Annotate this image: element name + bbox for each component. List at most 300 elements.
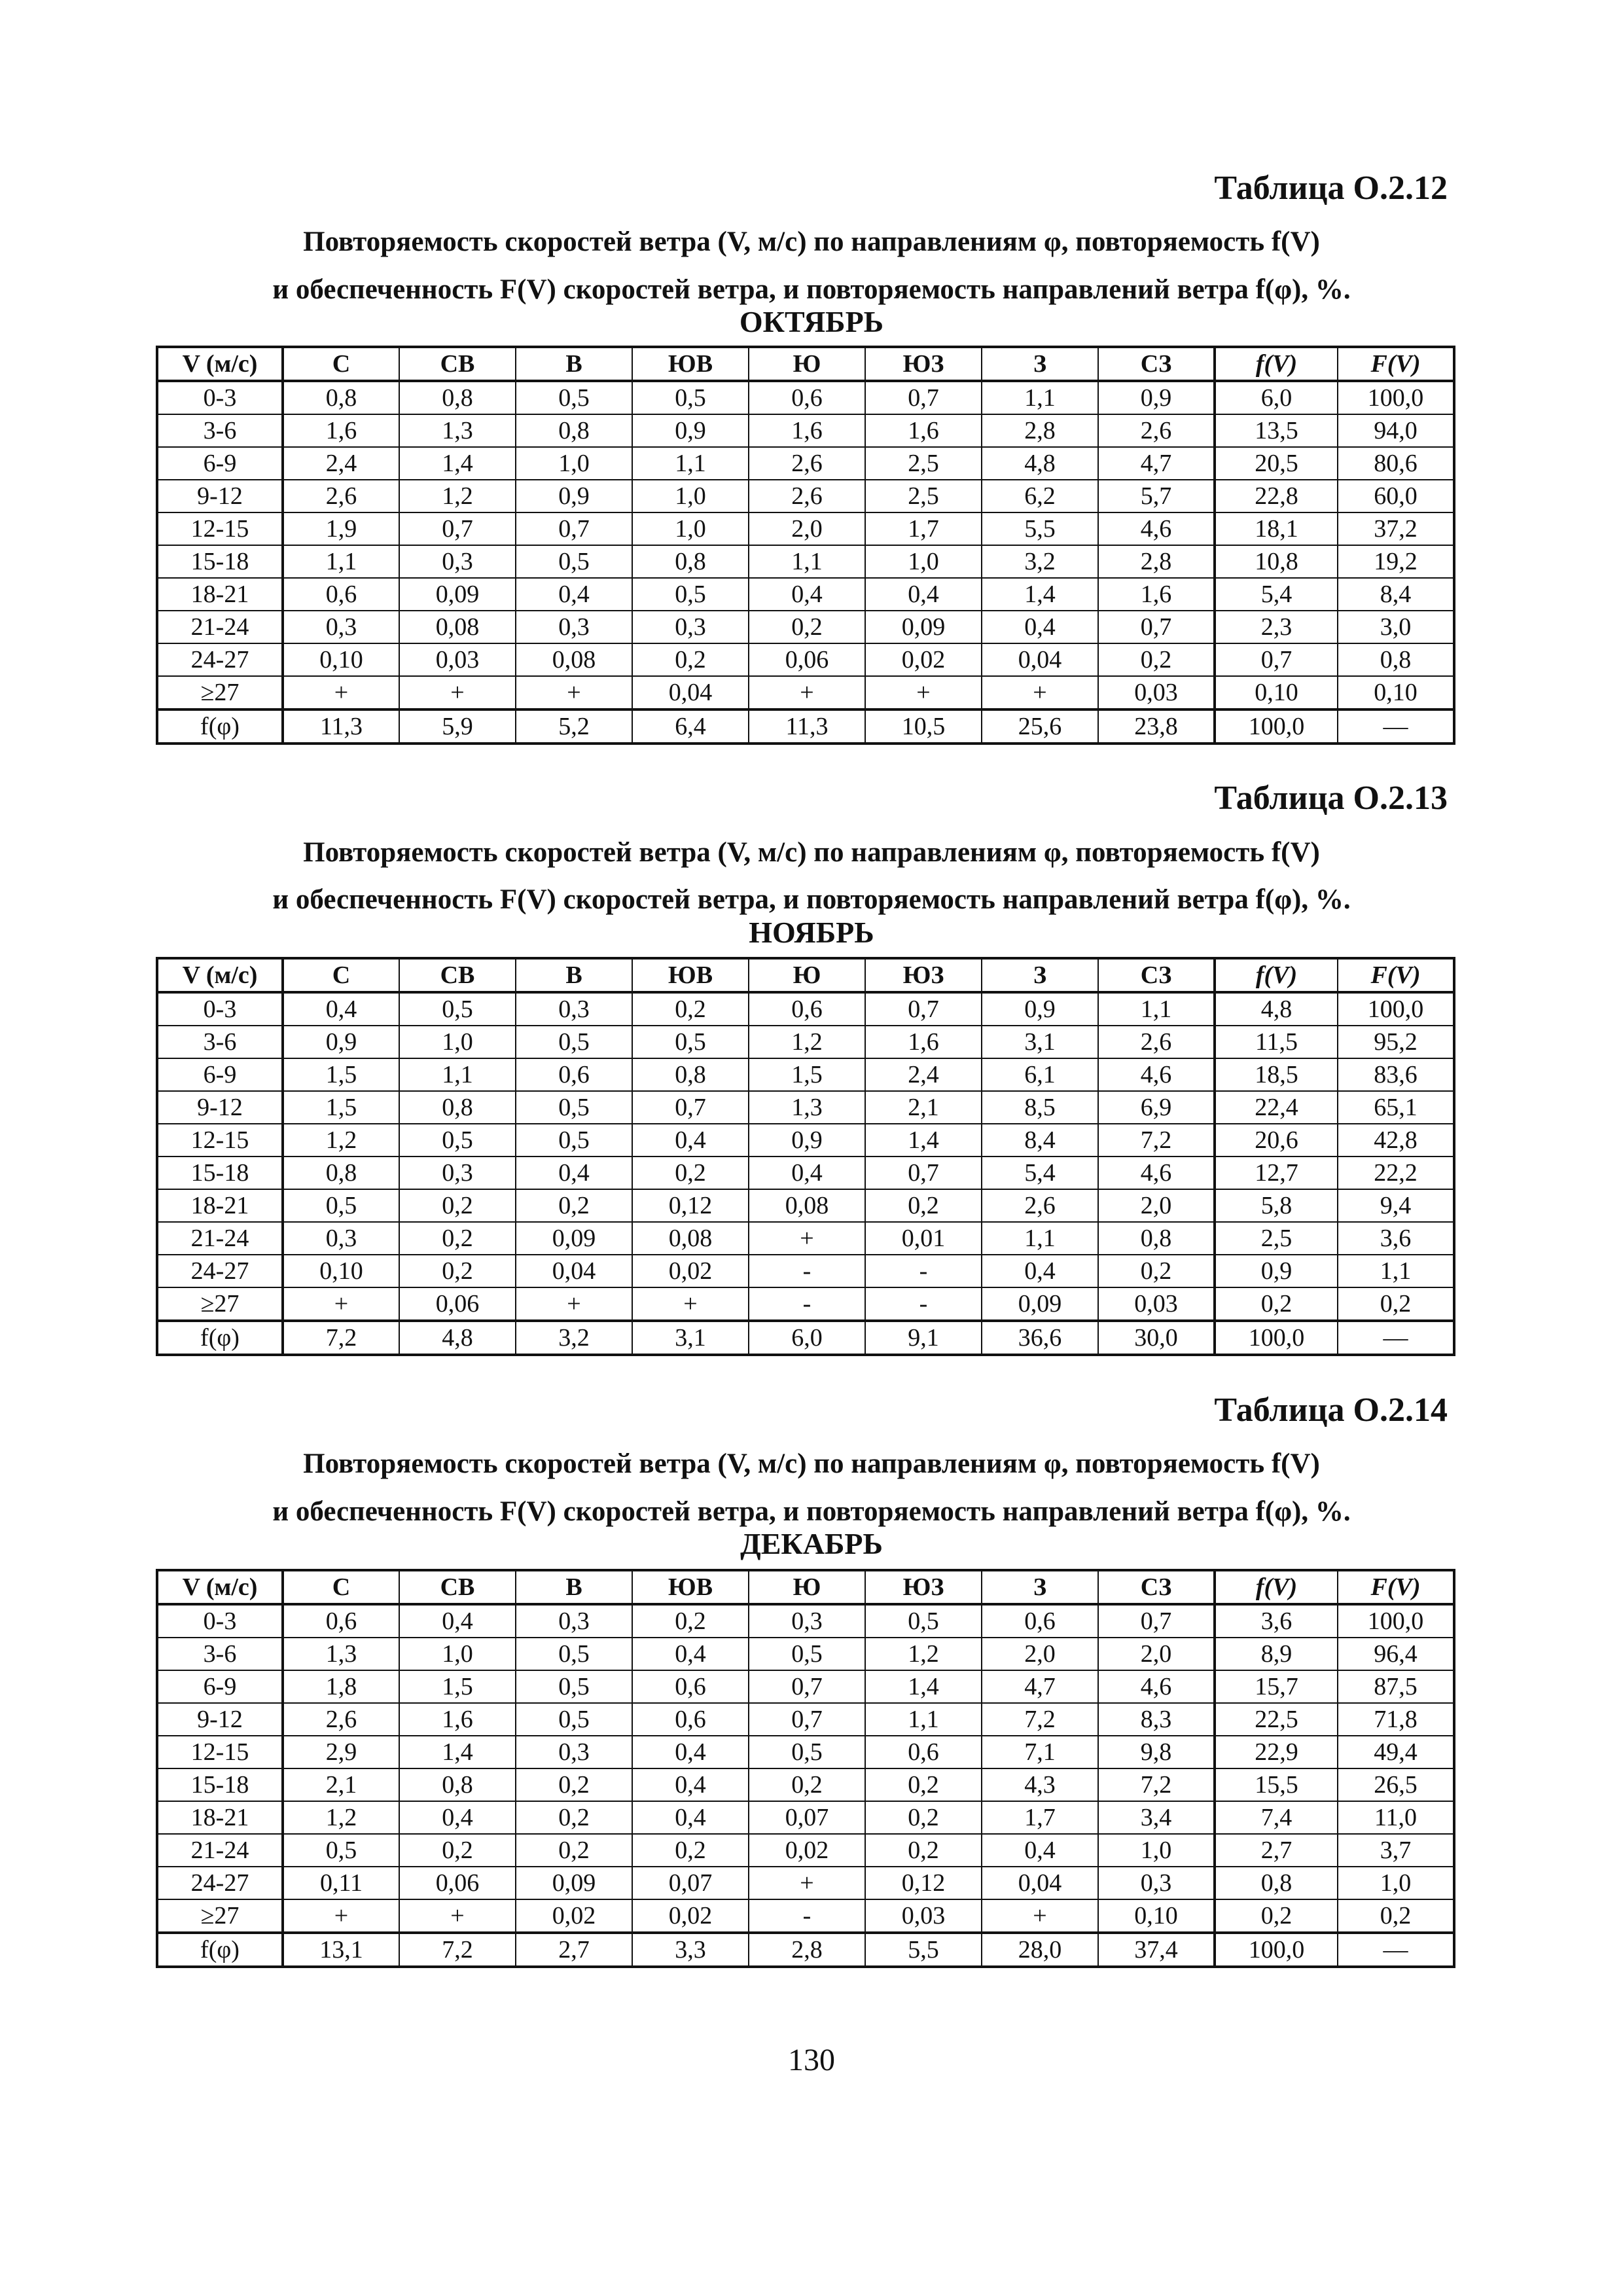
column-header: ЮЗ: [865, 347, 982, 381]
table-cell: +: [399, 1899, 516, 1933]
table-cell: 0,2: [399, 1255, 516, 1287]
column-header: ЮВ: [632, 1570, 749, 1604]
table-row: [157, 381, 1454, 414]
column-header: Ю: [749, 958, 865, 992]
table-title-line-1: Повторяемость скоростей ветра (V, м/с) по направлениям φ, повторяемость f(V): [303, 1448, 1320, 1479]
row-label: f(φ): [157, 1933, 283, 1967]
table-cell: 22,2: [1338, 1157, 1454, 1189]
row-label: 6-9: [157, 1058, 283, 1091]
table-row: [157, 1801, 1454, 1834]
table-cell: 1,2: [283, 1124, 399, 1157]
table-cell: 0,8: [632, 1058, 749, 1091]
table-cell: 5,8: [1215, 1189, 1338, 1222]
table-cell: 3,1: [982, 1026, 1098, 1058]
row-label: f(φ): [157, 709, 283, 744]
table-cell: 18,5: [1215, 1058, 1338, 1091]
table-cell: 49,4: [1338, 1736, 1454, 1768]
table-cell: 15,5: [1215, 1768, 1338, 1801]
table-cell: 0,3: [516, 611, 632, 643]
table-cell: 19,2: [1338, 545, 1454, 578]
wind-table: [156, 957, 1455, 1356]
table-title-line-2: и обеспеченность F(V) скоростей ветра, и повторяемость направлений ветра f(φ), %.: [272, 274, 1351, 305]
table-cell: 0,09: [516, 1867, 632, 1899]
table-cell: 0,10: [283, 643, 399, 676]
table-cell: 2,8: [982, 414, 1098, 447]
table-cell: 1,4: [399, 1736, 516, 1768]
table-cell: 1,1: [982, 1222, 1098, 1255]
row-label: 15-18: [157, 545, 283, 578]
row-label: 3-6: [157, 414, 283, 447]
table-cell: 3,2: [516, 1321, 632, 1355]
column-header: Ю: [749, 1570, 865, 1604]
table-cell: 0,5: [516, 545, 632, 578]
table-cell: 0,4: [982, 1255, 1098, 1287]
table-row: [157, 1604, 1454, 1638]
table-row: [157, 414, 1454, 447]
table-cell: 1,3: [749, 1091, 865, 1124]
row-label: 6-9: [157, 1670, 283, 1703]
table-row: [157, 1736, 1454, 1768]
table-cell: 1,9: [283, 512, 399, 545]
column-header: ЮЗ: [865, 958, 982, 992]
table-cell: 1,1: [749, 545, 865, 578]
table-cell: 2,6: [283, 1703, 399, 1736]
row-label: 12-15: [157, 512, 283, 545]
table-cell: —: [1338, 1933, 1454, 1967]
table-cell: 15,7: [1215, 1670, 1338, 1703]
table-cell: 7,2: [1098, 1124, 1215, 1157]
row-label: 18-21: [157, 1801, 283, 1834]
table-cell: 4,3: [982, 1768, 1098, 1801]
table-cell: 0,2: [632, 1157, 749, 1189]
table-cell: 0,2: [749, 611, 865, 643]
table-cell: 0,2: [1098, 1255, 1215, 1287]
table-cell: 37,4: [1098, 1933, 1215, 1967]
table-cell: 0,7: [865, 1157, 982, 1189]
table-cell: 0,7: [749, 1670, 865, 1703]
table-cell: 0,2: [1215, 1899, 1338, 1933]
table-cell: 22,4: [1215, 1091, 1338, 1124]
table-cell: 0,8: [399, 381, 516, 414]
table-row: [157, 709, 1454, 744]
table-cell: 1,6: [865, 1026, 982, 1058]
table-cell: 3,6: [1215, 1604, 1338, 1638]
table-cell: 11,5: [1215, 1026, 1338, 1058]
table-cell: 0,03: [1098, 676, 1215, 709]
table-cell: 2,6: [1098, 414, 1215, 447]
row-label: 12-15: [157, 1124, 283, 1157]
table-cell: 60,0: [1338, 480, 1454, 512]
column-header: СЗ: [1098, 347, 1215, 381]
table-cell: 2,1: [283, 1768, 399, 1801]
row-label: 18-21: [157, 1189, 283, 1222]
table-cell: +: [749, 1222, 865, 1255]
table-cell: 0,7: [399, 512, 516, 545]
table-cell: 83,6: [1338, 1058, 1454, 1091]
table-cell: 1,0: [632, 480, 749, 512]
row-label: 0-3: [157, 992, 283, 1026]
table-cell: 2,6: [749, 447, 865, 480]
table-cell: 1,6: [283, 414, 399, 447]
table-cell: 95,2: [1338, 1026, 1454, 1058]
row-label: 18-21: [157, 578, 283, 611]
table-cell: 8,5: [982, 1091, 1098, 1124]
table-cell: 2,6: [749, 480, 865, 512]
table-cell: 2,6: [1098, 1026, 1215, 1058]
table-cell: 0,6: [283, 1604, 399, 1638]
table-cell: -: [749, 1899, 865, 1933]
table-cell: 1,1: [1098, 992, 1215, 1026]
table-cell: —: [1338, 1321, 1454, 1355]
column-header: F(V): [1338, 958, 1454, 992]
table-cell: 0,5: [516, 381, 632, 414]
table-cell: 0,5: [632, 1026, 749, 1058]
table-cell: -: [749, 1287, 865, 1321]
row-label: 9-12: [157, 1091, 283, 1124]
table-cell: 8,4: [982, 1124, 1098, 1157]
table-cell: 11,3: [749, 709, 865, 744]
table-cell: 4,7: [1098, 447, 1215, 480]
table-cell: 6,4: [632, 709, 749, 744]
header-row: [157, 347, 1454, 381]
table-cell: 6,1: [982, 1058, 1098, 1091]
table-row: [157, 1638, 1454, 1670]
table-cell: 0,2: [632, 992, 749, 1026]
wind-table: [156, 346, 1455, 745]
column-header: f(V): [1215, 958, 1338, 992]
table-cell: 0,2: [865, 1801, 982, 1834]
column-header: В: [516, 347, 632, 381]
table-row: [157, 1058, 1454, 1091]
table-cell: 0,2: [399, 1189, 516, 1222]
table-cell: 0,2: [632, 643, 749, 676]
table-cell: 0,7: [865, 992, 982, 1026]
table-cell: 0,02: [516, 1899, 632, 1933]
table-cell: 0,08: [749, 1189, 865, 1222]
table-cell: 0,8: [1215, 1867, 1338, 1899]
column-header: С: [283, 1570, 399, 1604]
table-cell: 4,6: [1098, 512, 1215, 545]
table-cell: 0,12: [632, 1189, 749, 1222]
table-cell: +: [516, 1287, 632, 1321]
table-cell: 1,1: [399, 1058, 516, 1091]
table-cell: 0,6: [982, 1604, 1098, 1638]
header-row: [157, 958, 1454, 992]
table-cell: 0,09: [516, 1222, 632, 1255]
row-label: 21-24: [157, 1222, 283, 1255]
table-cell: 18,1: [1215, 512, 1338, 545]
table-cell: 5,9: [399, 709, 516, 744]
table-cell: 0,2: [749, 1768, 865, 1801]
table-cell: 0,9: [1098, 381, 1215, 414]
table-cell: 7,2: [399, 1933, 516, 1967]
table-row: [157, 578, 1454, 611]
table-cell: 1,5: [283, 1091, 399, 1124]
table-cell: 0,02: [865, 643, 982, 676]
table-cell: 22,9: [1215, 1736, 1338, 1768]
table-cell: 5,7: [1098, 480, 1215, 512]
page-number: 130: [788, 2043, 835, 2077]
table-cell: 0,7: [865, 381, 982, 414]
table-cell: +: [865, 676, 982, 709]
table-cell: 0,3: [283, 611, 399, 643]
table-cell: 0,5: [516, 1703, 632, 1736]
header-row: [157, 1570, 1454, 1604]
table-cell: 7,4: [1215, 1801, 1338, 1834]
row-label: f(φ): [157, 1321, 283, 1355]
column-header: V (м/с): [157, 958, 283, 992]
table-cell: 0,2: [865, 1768, 982, 1801]
table-cell: 0,9: [283, 1026, 399, 1058]
table-cell: 30,0: [1098, 1321, 1215, 1355]
table-cell: 0,7: [1098, 1604, 1215, 1638]
table-row: [157, 1222, 1454, 1255]
table-cell: 3,6: [1338, 1222, 1454, 1255]
table-cell: 1,6: [865, 414, 982, 447]
table-cell: 0,09: [982, 1287, 1098, 1321]
column-header: F(V): [1338, 347, 1454, 381]
table-cell: 0,08: [399, 611, 516, 643]
column-header: V (м/с): [157, 1570, 283, 1604]
table-row: [157, 1899, 1454, 1933]
column-header: ЮЗ: [865, 1570, 982, 1604]
table-row: [157, 1933, 1454, 1967]
table-cell: 0,5: [749, 1736, 865, 1768]
table-cell: 0,10: [283, 1255, 399, 1287]
column-header: f(V): [1215, 347, 1338, 381]
table-cell: 20,6: [1215, 1124, 1338, 1157]
table-cell: 6,0: [749, 1321, 865, 1355]
table-row: [157, 1255, 1454, 1287]
table-cell: 0,2: [1338, 1287, 1454, 1321]
table-cell: 0,4: [982, 611, 1098, 643]
table-cell: 1,0: [1098, 1834, 1215, 1867]
column-header: Ю: [749, 347, 865, 381]
month-title: НОЯБРЬ: [749, 916, 874, 949]
table-cell: 1,1: [982, 381, 1098, 414]
table-cell: 1,4: [865, 1670, 982, 1703]
table-cell: 0,2: [516, 1768, 632, 1801]
table-cell: 0,10: [1215, 676, 1338, 709]
table-row: [157, 1287, 1454, 1321]
column-header: СВ: [399, 958, 516, 992]
table-cell: 0,7: [516, 512, 632, 545]
table-cell: 1,1: [283, 545, 399, 578]
table-cell: 0,06: [399, 1287, 516, 1321]
table-cell: 2,7: [516, 1933, 632, 1967]
table-cell: 2,7: [1215, 1834, 1338, 1867]
table-cell: 2,5: [865, 447, 982, 480]
table-cell: 0,3: [516, 992, 632, 1026]
table-cell: 0,2: [1215, 1287, 1338, 1321]
row-label: 24-27: [157, 1255, 283, 1287]
table-cell: +: [982, 676, 1098, 709]
column-header: F(V): [1338, 1570, 1454, 1604]
table-cell: 0,5: [399, 1124, 516, 1157]
table-row: [157, 1867, 1454, 1899]
row-label: 24-27: [157, 643, 283, 676]
table-cell: 2,1: [865, 1091, 982, 1124]
table-cell: 0,2: [1338, 1899, 1454, 1933]
table-row: [157, 992, 1454, 1026]
table-row: [157, 676, 1454, 709]
table-cell: 1,0: [632, 512, 749, 545]
table-row: [157, 1321, 1454, 1355]
table-cell: 23,8: [1098, 709, 1215, 744]
table-cell: +: [516, 676, 632, 709]
table-cell: 96,4: [1338, 1638, 1454, 1670]
table-cell: 0,12: [865, 1867, 982, 1899]
table-cell: 42,8: [1338, 1124, 1454, 1157]
table-cell: 4,7: [982, 1670, 1098, 1703]
row-label: ≥27: [157, 1287, 283, 1321]
row-label: 15-18: [157, 1157, 283, 1189]
table-cell: 0,7: [749, 1703, 865, 1736]
table-cell: -: [865, 1287, 982, 1321]
table-cell: 0,6: [865, 1736, 982, 1768]
column-header: V (м/с): [157, 347, 283, 381]
table-cell: -: [865, 1255, 982, 1287]
table-cell: 0,4: [399, 1801, 516, 1834]
row-label: 9-12: [157, 1703, 283, 1736]
table-cell: 0,9: [982, 992, 1098, 1026]
table-cell: 10,5: [865, 709, 982, 744]
table-cell: 0,8: [1338, 643, 1454, 676]
table-cell: 2,6: [283, 480, 399, 512]
table-cell: 0,3: [1098, 1867, 1215, 1899]
table-cell: 0,8: [1098, 1222, 1215, 1255]
table-cell: 0,5: [283, 1834, 399, 1867]
table-cell: 13,1: [283, 1933, 399, 1967]
column-header: f(V): [1215, 1570, 1338, 1604]
table-cell: 0,6: [632, 1703, 749, 1736]
table-cell: 0,5: [516, 1638, 632, 1670]
table-cell: 1,5: [399, 1670, 516, 1703]
table-row: [157, 1189, 1454, 1222]
table-cell: 0,2: [516, 1189, 632, 1222]
table-cell: +: [749, 676, 865, 709]
table-cell: 0,5: [516, 1124, 632, 1157]
table-cell: 0,08: [516, 643, 632, 676]
table-cell: 2,8: [1098, 545, 1215, 578]
table-cell: 12,7: [1215, 1157, 1338, 1189]
table-cell: 1,0: [865, 545, 982, 578]
table-cell: 9,1: [865, 1321, 982, 1355]
table-row: [157, 447, 1454, 480]
table-cell: 0,04: [982, 643, 1098, 676]
row-label: 6-9: [157, 447, 283, 480]
table-cell: 10,8: [1215, 545, 1338, 578]
table-cell: 1,2: [865, 1638, 982, 1670]
table-cell: 0,4: [516, 1157, 632, 1189]
table-cell: 0,01: [865, 1222, 982, 1255]
table-cell: 2,4: [865, 1058, 982, 1091]
table-row: [157, 611, 1454, 643]
table-cell: 3,4: [1098, 1801, 1215, 1834]
column-header: СВ: [399, 347, 516, 381]
table-cell: 1,2: [749, 1026, 865, 1058]
table-cell: 100,0: [1338, 992, 1454, 1026]
table-cell: 0,02: [632, 1899, 749, 1933]
table-cell: 0,3: [516, 1604, 632, 1638]
table-cell: 100,0: [1215, 1321, 1338, 1355]
table-cell: 0,10: [1098, 1899, 1215, 1933]
table-cell: 2,0: [749, 512, 865, 545]
table-cell: 5,5: [865, 1933, 982, 1967]
table-cell: 0,7: [1098, 611, 1215, 643]
table-cell: 5,5: [982, 512, 1098, 545]
table-row: [157, 643, 1454, 676]
table-cell: 1,1: [865, 1703, 982, 1736]
table-caption: Таблица О.2.13: [1214, 780, 1448, 817]
table-cell: 1,5: [283, 1058, 399, 1091]
table-cell: +: [283, 1899, 399, 1933]
table-cell: 0,4: [865, 578, 982, 611]
column-header: В: [516, 958, 632, 992]
table-cell: +: [283, 676, 399, 709]
table-cell: 1,6: [399, 1703, 516, 1736]
table-row: [157, 1834, 1454, 1867]
table-cell: 0,3: [283, 1222, 399, 1255]
table-cell: 0,7: [1215, 643, 1338, 676]
row-label: ≥27: [157, 1899, 283, 1933]
table-title-line-1: Повторяемость скоростей ветра (V, м/с) по направлениям φ, повторяемость f(V): [303, 837, 1320, 868]
table-cell: -: [749, 1255, 865, 1287]
table-cell: 2,0: [1098, 1638, 1215, 1670]
table-cell: 1,1: [1338, 1255, 1454, 1287]
column-header: З: [982, 347, 1098, 381]
table-cell: 4,6: [1098, 1058, 1215, 1091]
table-cell: 0,3: [399, 1157, 516, 1189]
table-cell: 26,5: [1338, 1768, 1454, 1801]
table-cell: 0,9: [749, 1124, 865, 1157]
table-cell: 80,6: [1338, 447, 1454, 480]
table-cell: 0,02: [749, 1834, 865, 1867]
table-cell: 0,8: [283, 381, 399, 414]
table-row: [157, 1703, 1454, 1736]
table-cell: 22,8: [1215, 480, 1338, 512]
table-cell: 3,1: [632, 1321, 749, 1355]
row-label: 15-18: [157, 1768, 283, 1801]
column-header: ЮВ: [632, 958, 749, 992]
table-cell: 3,7: [1338, 1834, 1454, 1867]
table-cell: 0,3: [749, 1604, 865, 1638]
table-cell: 6,0: [1215, 381, 1338, 414]
table-cell: 5,4: [982, 1157, 1098, 1189]
column-header: ЮВ: [632, 347, 749, 381]
table-cell: 2,5: [865, 480, 982, 512]
table-cell: 0,5: [749, 1638, 865, 1670]
table-cell: 2,3: [1215, 611, 1338, 643]
table-cell: +: [749, 1867, 865, 1899]
table-row: [157, 512, 1454, 545]
table-cell: 7,1: [982, 1736, 1098, 1768]
table-row: [157, 1768, 1454, 1801]
table-cell: 7,2: [283, 1321, 399, 1355]
table-cell: 0,06: [749, 643, 865, 676]
table-cell: 2,9: [283, 1736, 399, 1768]
table-cell: 3,3: [632, 1933, 749, 1967]
column-header: СВ: [399, 1570, 516, 1604]
table-cell: 0,4: [399, 1604, 516, 1638]
table-cell: 0,5: [283, 1189, 399, 1222]
table-cell: 0,07: [632, 1867, 749, 1899]
table-cell: 0,3: [632, 611, 749, 643]
table-cell: 87,5: [1338, 1670, 1454, 1703]
table-cell: 0,4: [632, 1768, 749, 1801]
table-cell: 1,3: [399, 414, 516, 447]
table-cell: 0,9: [1215, 1255, 1338, 1287]
